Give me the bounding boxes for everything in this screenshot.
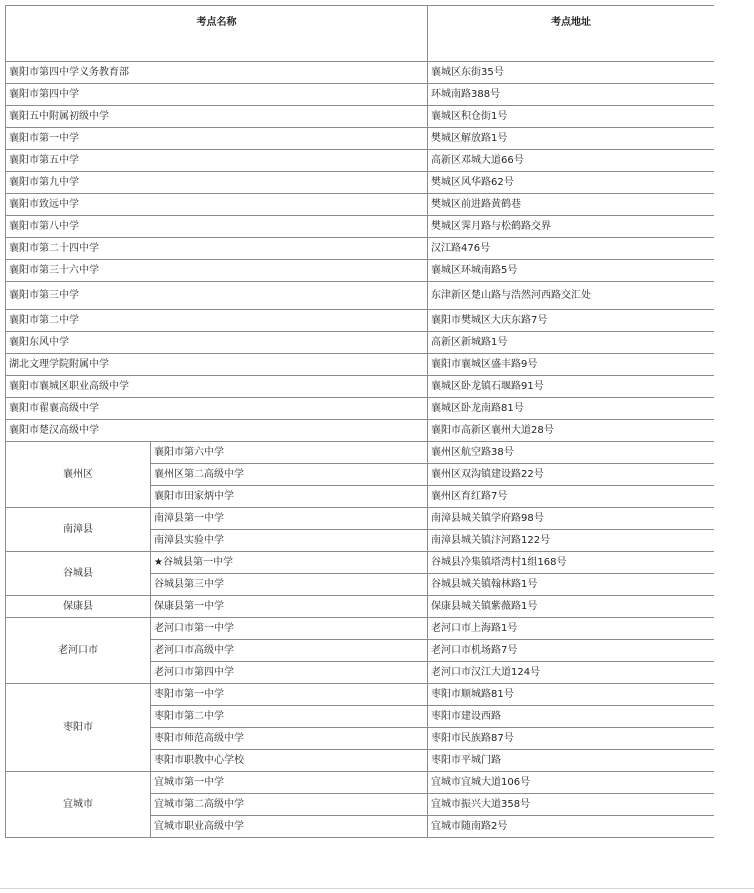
- school-name-cell: 襄阳市第五中学: [6, 150, 428, 172]
- school-name-cell: 襄阳市第六中学: [151, 442, 428, 464]
- school-name-cell: 襄阳市致远中学: [6, 194, 428, 216]
- table-row: [6, 62, 715, 84]
- table-body: [6, 62, 715, 838]
- school-name-cell: 襄阳市第三十六中学: [6, 260, 428, 282]
- school-address-cell: 谷城县城关镇翰林路1号: [428, 574, 715, 596]
- school-name-cell: 襄阳东风中学: [6, 332, 428, 354]
- table-row: [6, 194, 715, 216]
- table-row: [6, 238, 715, 260]
- table-row: [6, 310, 715, 332]
- school-address-cell: 宜城市随南路2号: [428, 816, 715, 838]
- school-name-cell: 襄阳市第九中学: [6, 172, 428, 194]
- table-row: [6, 106, 715, 128]
- school-address-cell: 襄城区卧龙镇石堰路91号: [428, 376, 715, 398]
- school-name-cell: 老河口市第一中学: [151, 618, 428, 640]
- school-address-cell: 东津新区楚山路与浩然河西路交汇处: [428, 282, 715, 310]
- school-address-cell: 南漳县城关镇学府路98号: [428, 508, 715, 530]
- table-row: [6, 376, 715, 398]
- school-address-cell: 南漳县城关镇汴河路122号: [428, 530, 715, 552]
- school-address-cell: 汉江路476号: [428, 238, 715, 260]
- divider: [0, 888, 754, 889]
- district-cell: 保康县: [6, 596, 151, 618]
- school-name-cell: 襄阳市襄城区职业高级中学: [6, 376, 428, 398]
- school-name-cell: 襄阳市第八中学: [6, 216, 428, 238]
- page-edge: [714, 0, 754, 893]
- school-name-cell: 南漳县第一中学: [151, 508, 428, 530]
- school-name-cell: 襄阳市第四中学义务教育部: [6, 62, 428, 84]
- district-cell: 老河口市: [6, 618, 151, 684]
- school-name-cell: 襄阳市第二中学: [6, 310, 428, 332]
- school-address-cell: 樊城区风华路62号: [428, 172, 715, 194]
- table-row: [6, 684, 715, 706]
- school-name-cell: 襄阳市翟襄高级中学: [6, 398, 428, 420]
- school-address-cell: 宜城市振兴大道358号: [428, 794, 715, 816]
- school-name-cell: 南漳县实验中学: [151, 530, 428, 552]
- district-cell: 南漳县: [6, 508, 151, 552]
- school-name-cell: 枣阳市师范高级中学: [151, 728, 428, 750]
- district-cell: 谷城县: [6, 552, 151, 596]
- table-row: [6, 442, 715, 464]
- school-name-cell: ★谷城县第一中学: [151, 552, 428, 574]
- school-address-cell: 襄州区航空路38号: [428, 442, 715, 464]
- school-name-cell: 襄阳市第一中学: [6, 128, 428, 150]
- school-address-cell: 襄州区双沟镇建设路22号: [428, 464, 715, 486]
- school-name-cell: 襄阳市田家炳中学: [151, 486, 428, 508]
- table-row: [6, 772, 715, 794]
- school-name-cell: 谷城县第三中学: [151, 574, 428, 596]
- school-name-cell: 襄阳五中附属初级中学: [6, 106, 428, 128]
- table-row: [6, 332, 715, 354]
- district-cell: 宜城市: [6, 772, 151, 838]
- school-address-cell: 枣阳市平城门路: [428, 750, 715, 772]
- school-address-cell: 襄阳市樊城区大庆东路7号: [428, 310, 715, 332]
- table-row: [6, 618, 715, 640]
- table-row: [6, 282, 715, 310]
- district-cell: 枣阳市: [6, 684, 151, 772]
- school-name-cell: 宜城市职业高级中学: [151, 816, 428, 838]
- header-addr-col: 考点地址: [428, 6, 715, 62]
- school-name-cell: 枣阳市职教中心学校: [151, 750, 428, 772]
- table-row: [6, 596, 715, 618]
- table-row: [6, 420, 715, 442]
- school-name-cell: 枣阳市第二中学: [151, 706, 428, 728]
- school-address-cell: 老河口市机场路7号: [428, 640, 715, 662]
- table-row: [6, 398, 715, 420]
- table-row: [6, 508, 715, 530]
- school-address-cell: 襄城区卧龙南路81号: [428, 398, 715, 420]
- school-address-cell: 襄城区积仓街1号: [428, 106, 715, 128]
- school-address-cell: 襄阳市高新区襄州大道28号: [428, 420, 715, 442]
- school-name-cell: 湖北文理学院附属中学: [6, 354, 428, 376]
- school-name-cell: 襄阳市第四中学: [6, 84, 428, 106]
- school-address-cell: 樊城区前进路黄鹤巷: [428, 194, 715, 216]
- school-address-cell: 枣阳市顺城路81号: [428, 684, 715, 706]
- table-row: [6, 260, 715, 282]
- school-address-cell: 谷城县冷集镇塔湾村1组168号: [428, 552, 715, 574]
- school-name-cell: 襄阳市第二十四中学: [6, 238, 428, 260]
- school-address-cell: 老河口市汉江大道124号: [428, 662, 715, 684]
- school-name-cell: 老河口市高级中学: [151, 640, 428, 662]
- school-address-cell: 枣阳市建设西路: [428, 706, 715, 728]
- school-address-cell: 樊城区霁月路与松鹤路交界: [428, 216, 715, 238]
- school-name-cell: 老河口市第四中学: [151, 662, 428, 684]
- school-address-cell: 高新区新城路1号: [428, 332, 715, 354]
- school-address-cell: 宜城市宜城大道106号: [428, 772, 715, 794]
- table-row: [6, 84, 715, 106]
- table-row: [6, 172, 715, 194]
- school-address-cell: 枣阳市民族路87号: [428, 728, 715, 750]
- table-row: [6, 354, 715, 376]
- district-cell: 襄州区: [6, 442, 151, 508]
- table-row: [6, 216, 715, 238]
- table-row: [6, 150, 715, 172]
- school-address-cell: 老河口市上海路1号: [428, 618, 715, 640]
- school-address-cell: 襄城区环城南路5号: [428, 260, 715, 282]
- header-name-col: 考点名称: [6, 6, 428, 62]
- table-header-row: [6, 6, 715, 62]
- school-address-cell: 襄城区东街35号: [428, 62, 715, 84]
- table-row: [6, 552, 715, 574]
- school-address-cell: 樊城区解放路1号: [428, 128, 715, 150]
- school-name-cell: 襄州区第二高级中学: [151, 464, 428, 486]
- school-address-cell: 襄阳市襄城区盛丰路9号: [428, 354, 715, 376]
- school-name-cell: 保康县第一中学: [151, 596, 428, 618]
- school-address-cell: 襄州区育红路7号: [428, 486, 715, 508]
- school-name-cell: 宜城市第二高级中学: [151, 794, 428, 816]
- table-row: [6, 128, 715, 150]
- school-name-cell: 襄阳市第三中学: [6, 282, 428, 310]
- school-address-cell: 高新区邓城大道66号: [428, 150, 715, 172]
- school-name-cell: 襄阳市楚汉高级中学: [6, 420, 428, 442]
- school-name-cell: 宜城市第一中学: [151, 772, 428, 794]
- school-address-cell: 环城南路388号: [428, 84, 715, 106]
- exam-site-table: [5, 5, 715, 838]
- school-name-cell: 枣阳市第一中学: [151, 684, 428, 706]
- school-address-cell: 保康县城关镇紫薇路1号: [428, 596, 715, 618]
